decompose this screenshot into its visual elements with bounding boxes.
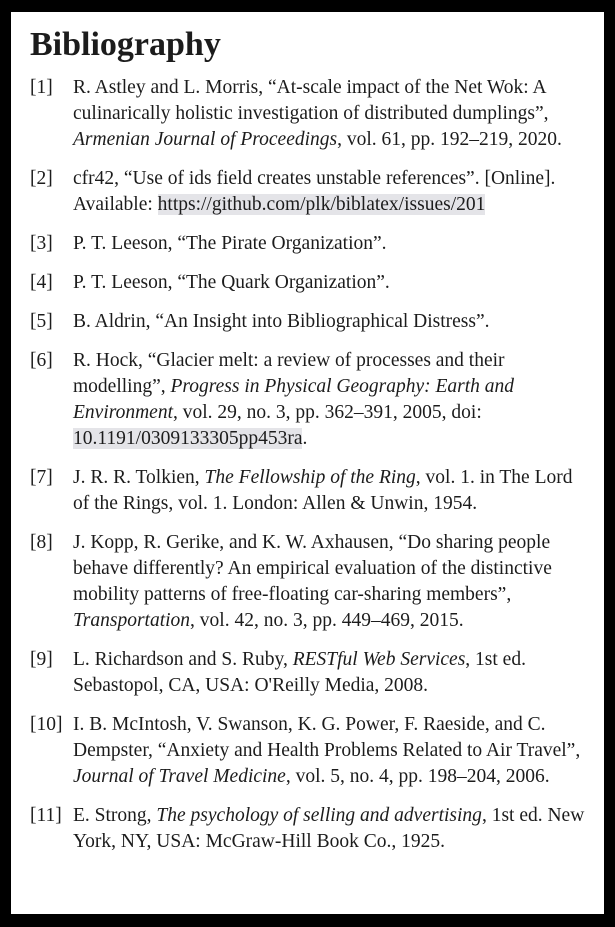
entry-label: [4] — [30, 272, 53, 294]
entry-text — [73, 166, 585, 218]
entry-text-segment: P. T. Leeson, “The Pirate Organization”. — [73, 233, 387, 255]
entry-text — [73, 309, 585, 335]
bibliography-entry — [30, 309, 585, 335]
entry-text-segment: , vol. 1. in The Lord of the Rings, vol. 1. London: Allen & Unwin, 1954. — [73, 467, 573, 515]
entry-text — [73, 803, 585, 855]
entry-title-italic: Armenian Journal of Proceedings — [73, 129, 338, 151]
entry-text-segment: B. Aldrin, “An Insight into Bibliographical Distress”. — [73, 311, 490, 333]
entry-text — [73, 348, 585, 452]
entry-title-italic: The Fellowship of the Ring — [204, 467, 416, 489]
entry-text — [73, 270, 585, 296]
entry-text — [73, 647, 585, 699]
entry-label: [1] — [30, 77, 53, 99]
entry-label: [3] — [30, 233, 53, 255]
entry-label: [5] — [30, 311, 53, 333]
entry-label: [7] — [30, 467, 53, 489]
entry-link[interactable]: https://github.com/plk/biblatex/issues/201 — [157, 194, 486, 216]
entry-text-segment: , vol. 61, pp. 192–219, 2020. — [337, 129, 562, 151]
entry-title-italic: Transportation — [73, 610, 191, 632]
entry-text-segment: , vol. 5, no. 4, pp. 198–204, 2006. — [285, 766, 550, 788]
bibliography-entry — [30, 803, 585, 855]
entry-text-segment: R. Astley and L. Morris, “At-scale impact of the Net Wok: A culinarically holistic investigation of distributed dumplings”, — [73, 77, 549, 125]
entry-text-segment: P. T. Leeson, “The Quark Organization”. — [73, 272, 390, 294]
entry-text — [73, 465, 585, 517]
bibliography-entry — [30, 348, 585, 452]
entry-text — [73, 712, 585, 790]
entry-text — [73, 231, 585, 257]
entry-text-segment: J. R. R. Tolkien, — [73, 467, 205, 489]
page-title: Bibliography — [30, 26, 221, 63]
entry-label: [6] — [30, 350, 53, 372]
bibliography-entry — [30, 75, 585, 153]
entry-link[interactable]: 10.1191/0309133305pp453ra — [73, 428, 303, 450]
entry-text-segment: . — [302, 428, 308, 450]
bibliography-entry — [30, 712, 585, 790]
entry-text-segment: J. Kopp, R. Gerike, and K. W. Axhausen, “Do sharing people behave differently? An empirical evaluation of the distinctive mobility patterns of free-floating car-sharing members”, — [73, 532, 552, 606]
bibliography-list — [30, 75, 585, 855]
bibliography-entry — [30, 231, 585, 257]
entry-label: [2] — [30, 168, 53, 190]
entry-text-segment: I. B. McIntosh, V. Swanson, K. G. Power, F. Raeside, and C. Dempster, “Anxiety and Health Problems Related to Air Travel”, — [73, 714, 581, 762]
entry-text-segment: , vol. 29, no. 3, pp. 362–391, 2005, doi: — [173, 402, 482, 424]
entry-text — [73, 530, 585, 634]
bibliography-entry — [30, 647, 585, 699]
entry-label: [8] — [30, 532, 53, 554]
document-page — [11, 12, 604, 914]
entry-text-segment: R. Hock, “Glacier melt: a review of processes and their modelling”, — [73, 350, 505, 398]
entry-text-segment: cfr42, “Use of ids field creates unstable references”. [Online]. Available: — [73, 168, 556, 216]
entry-label: [11] — [30, 805, 62, 827]
bibliography-entry — [30, 465, 585, 517]
bibliography-entry — [30, 270, 585, 296]
entry-title-italic: Progress in Physical Geography: Earth and Environment — [73, 376, 515, 424]
entry-text-segment: E. Strong, — [73, 805, 157, 827]
bibliography-entry — [30, 530, 585, 634]
entry-label: [9] — [30, 649, 53, 671]
entry-text-segment: , vol. 42, no. 3, pp. 449–469, 2015. — [190, 610, 464, 632]
entry-label: [10] — [30, 714, 63, 736]
entry-title-italic: Journal of Travel Medicine — [73, 766, 286, 788]
entry-text — [73, 75, 585, 153]
entry-text-segment: , 1st ed. New York, NY, USA: McGraw-Hill Book Co., 1925. — [73, 805, 585, 853]
bibliography-entry — [30, 166, 585, 218]
entry-title-italic: RESTful Web Services — [292, 649, 466, 671]
entry-text-segment: , 1st ed. Sebastopol, CA, USA: O'Reilly Media, 2008. — [73, 649, 526, 697]
entry-text-segment: L. Richardson and S. Ruby, — [73, 649, 293, 671]
entry-title-italic: The psychology of selling and advertising — [156, 805, 482, 827]
